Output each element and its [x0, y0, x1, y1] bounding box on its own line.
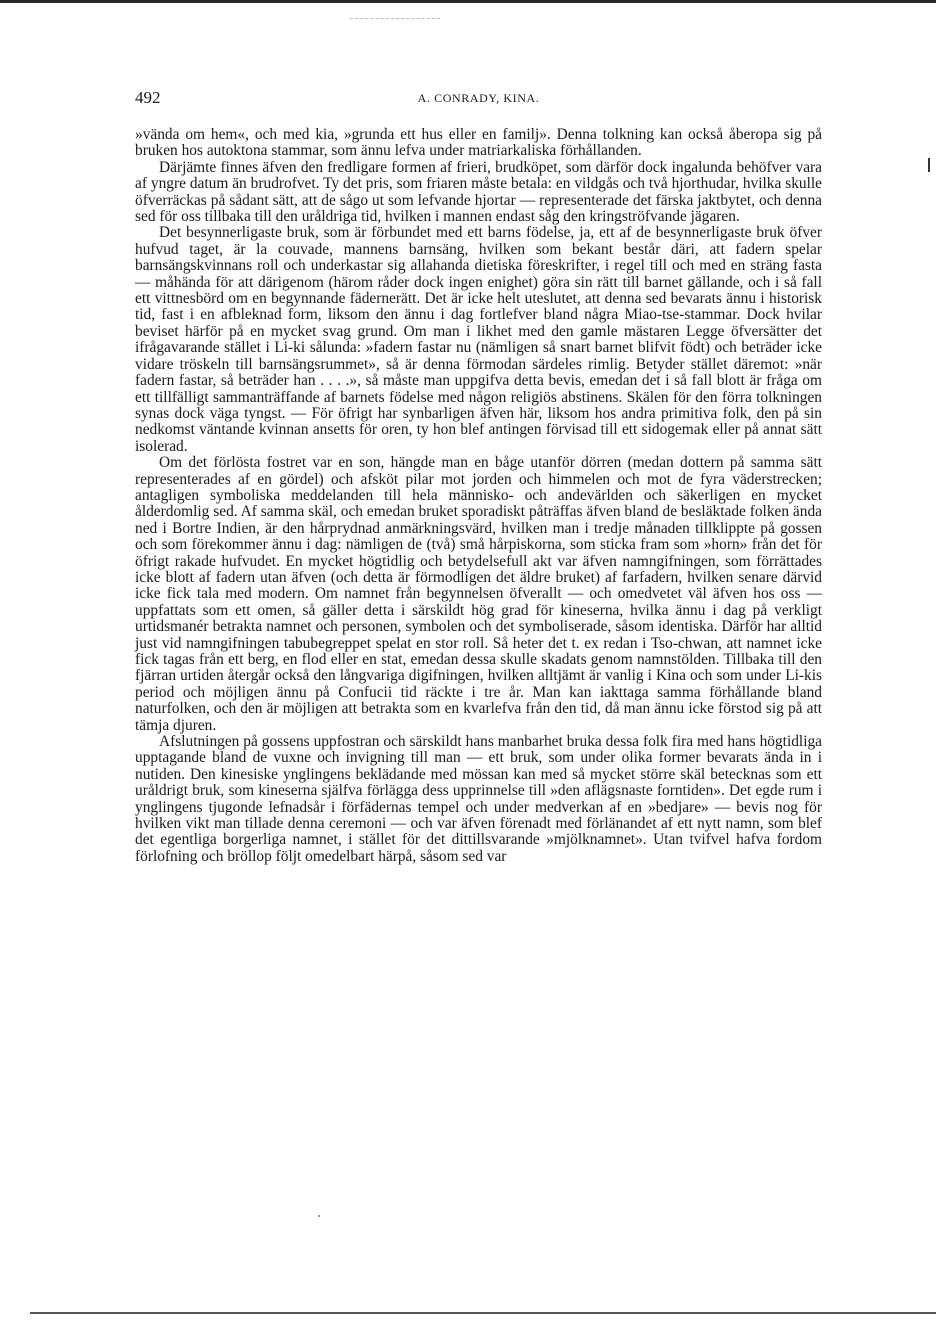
- running-title: A. CONRADY, KINA.: [417, 91, 540, 105]
- paragraph: Därjämte finnes äfven den fredligare formen af frieri, brudköpet, som därför dock ingalunda behöfver vara af yngre datum än brudrofvet. Ty det pris, som friaren måste betala: en vildgås och två hjorthudar, hvilka skulle öfverräckas på sådant sätt, att de sågo ut som lefvande hjortar — representerade det färska jaktbytet, och denna sed för oss tillbaka till den uråldriga tid, hvilken i mannen endast såg den kringströfvande jägaren.: [135, 158, 822, 226]
- scan-edge-bottom: [30, 1312, 936, 1314]
- paragraph: Om det förlösta fostret var en son, hängde man en båge utanför dörren (medan dottern på samma sätt representerades af en gördel) och afsköt pilar mot jorden och himmelen och mot de fyra väderstrecken; antagligen symboliska meddelanden till hela människo- och andevärlden och säkerligen en mycket ålderdomlig sed. Af samma skäl, och emedan bruket sporadiskt påträffas äfven bland de besläktade folken ända ned i Bortre Indien, är den hårprydnad anmärkningsvärd, hvilken man i tredje månaden tillklippte på gossen och som förekommer ännu i dag: nämligen de (två) små hårpiskorna, som sticka fram som »horn» från det för öfrigt rakade hufvudet. En mycket högtidlig och betydelsefull akt var äfven namngifningen, som förrättades icke blott af fadern utan äfven (och detta är förmodligen det äldre bruket) af farfadern, hvilken senare därvid icke fick tala med modern. Om namnet från begynnelsen öfverallt — och omedvetet väl äfven hos oss — uppfattats som ett omen, så gäller detta i särskildt hög grad för kineserna, hvilka ännu i dag på verkligt urtidsmanér betrakta namnet och personen, symbolen och det symboliserade, såsom identiska. Därför har alltid just vid namngifningen tabubegreppet spelat en stor roll. Så heter det t. ex redan i Tso-chwan, att namnet icke fick tagas från ett berg, en flod eller en stat, emedan dessa skulle skadats genom namnstölden. Tillbaka till den fjärran urtiden återgår också den långvariga digifningen, hvilken alltjämt är vanlig i Kina och som under Li-kis period och möjligen ännu på Confucii tid räckte i tre år. Man kan iakttaga samma förhållande bland naturfolken, och den är möjligen att betrakta som en kvarlefva från den tid, då man ännu icke förstod sig på att tämja djuren.: [135, 454, 822, 734]
- scan-speck: [318, 1215, 320, 1217]
- paragraph: »vända om hem«, och med kia, »grunda ett hus eller en familj». Denna tolkning kan också åberopa sig på bruken hos autoktona stammar, som ännu lefva under matriarkaliska förhållanden.: [135, 126, 822, 160]
- scan-edge-top: [0, 0, 936, 3]
- page-header: [135, 88, 822, 110]
- margin-mark: [928, 158, 930, 172]
- page-number: 492: [135, 88, 161, 107]
- paragraph: Afslutningen på gossens uppfostran och särskildt hans manbarhet bruka dessa folk fira med hans högtidliga upptagande bland de vuxne och invigning till man — ett bruk, som under olika former bevarats ända in i nutiden. Den kinesiske ynglingens beklädande med mössan kan med så mycket större skäl betecknas som ett uråldrigt bruk, som kineserna själfva förlägga dess upprinnelse till »den aflägsnaste forntiden». Det egde rum i ynglingens tjugonde lefnadsår i förfädernas tempel och under medverkan af en »bedjare» — bevis nog för hvilken vikt man tillade denna ceremoni — och var äfven förenadt med förlänandet af ett nytt namn, som blef det egentliga borgerliga namnet, i stället för det dittillsvarande »mjölknamnet». Utan tvifvel hafva fordom förlofning och bröllop följt omedelbart härpå, såsom sed var: [135, 733, 822, 865]
- scan-artifact: [350, 18, 440, 20]
- paragraph: Det besynnerligaste bruk, som är förbundet med ett barns födelse, ja, ett af de besynnerligaste bruk öfver hufvud taget, är la couvade, mannens barnsäng, hvilken som bekant består däri, att fadern spelar barnsängskvinnans roll och underkastar sig allahanda dietiska föreskrifter, i regel till och med en sträng fasta — måhända för att därigenom (härom råder dock ingen enighet) göra sin rätt till barnet gällande, och i så fall ett vittnesbörd om en begynnande fädernerätt. Det är icke helt uteslutet, att denna sed bevarats ännu i historisk tid, fast i en afbleknad form, liksom den ännu i dag fortlefver bland några Miao-tse-stammar. Dock hvilar beviset härför på en mycket svag grund. Om man i likhet med den gamle mästaren Legge öfversätter det ifrågavarande stället i Li-ki sålunda: »fadern fastar nu (nämligen så snart barnet blifvit födt) och beträder icke vidare tröskeln till barnsängsrummet», så är denna förmodan särdeles rimlig. Betyder stället däremot: »när fadern fastar, så beträder han . . . .», så måste man uppgifva detta bevis, emedan det i så fall blott är fråga om ett tillfälligt sammanträffande af barnets födelse med någon religiös abstinens. Skälen för den förra tolkningen synas dock väga tyngst. — För öfrigt har synbarligen äfven här, liksom hos andra primitiva folk, den på sin nedkomst väntande kvinnan ansetts för oren, ty hon blef antingen förvisad till ett sidogemak eller på annat sätt isolerad.: [135, 224, 822, 455]
- body-text: [135, 127, 822, 865]
